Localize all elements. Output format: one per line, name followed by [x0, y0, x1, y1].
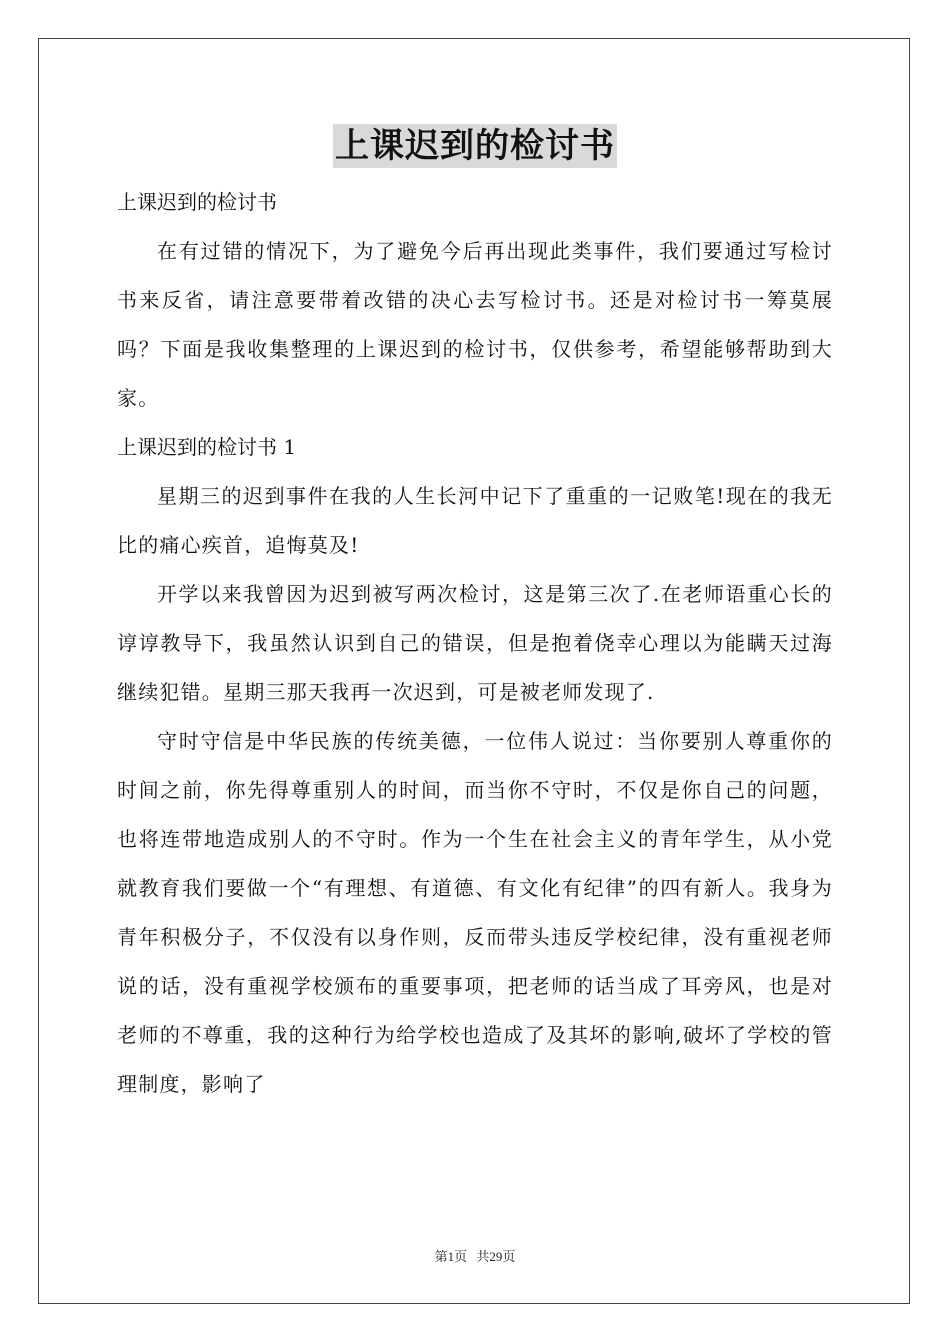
- page-footer: [0, 1246, 950, 1265]
- document-subtitle: 上课迟到的检讨书: [117, 190, 277, 214]
- document-body: [117, 124, 833, 1109]
- page-number: 第1页: [434, 1249, 468, 1264]
- body-paragraph: 开学以来我曾因为迟到被写两次检讨，这是第三次了.在老师语重心长的谆谆教导下，我虽然认识到自己的错误，但是抱着侥幸心理以为能瞒天过海继续犯错。星期三那天我再一次迟到，可是被老师发现了.: [117, 582, 833, 704]
- intro-paragraph: 在有过错的情况下，为了避免今后再出现此类事件，我们要通过写检讨书来反省，请注意要带着改错的决心去写检讨书。还是对检讨书一筹莫展吗？下面是我收集整理的上课迟到的检讨书，仅供参考，希望能够帮助到大家。: [117, 239, 833, 410]
- title-wrap: [117, 124, 833, 168]
- body-paragraph: 星期三的迟到事件在我的人生长河中记下了重重的一记败笔!现在的我无比的痛心疾首，追悔莫及!: [117, 484, 833, 557]
- document-title: 上课迟到的检讨书: [335, 126, 615, 166]
- body-paragraph: 守时守信是中华民族的传统美德，一位伟人说过：当你要别人尊重你的时间之前，你先得尊重别人的时间，而当你不守时，不仅是你自己的问题，也将连带地造成别人的不守时。作为一个生在社会主义的青年学生，从小党就教育我们要做一个“有理想、有道德、有文化有纪律”的四有新人。我身为青年积极分子，不仅没有以身作则，反而带头违反学校纪律，没有重视老师说的话，没有重视学校颁布的重要事项，把老师的话当成了耳旁风，也是对老师的不尊重，我的这种行为给学校也造成了及其坏的影响,破坏了学校的管理制度，影响了: [117, 729, 833, 1096]
- total-pages: 共29页: [476, 1249, 516, 1264]
- section-heading: 上课迟到的检讨书 1: [117, 435, 297, 459]
